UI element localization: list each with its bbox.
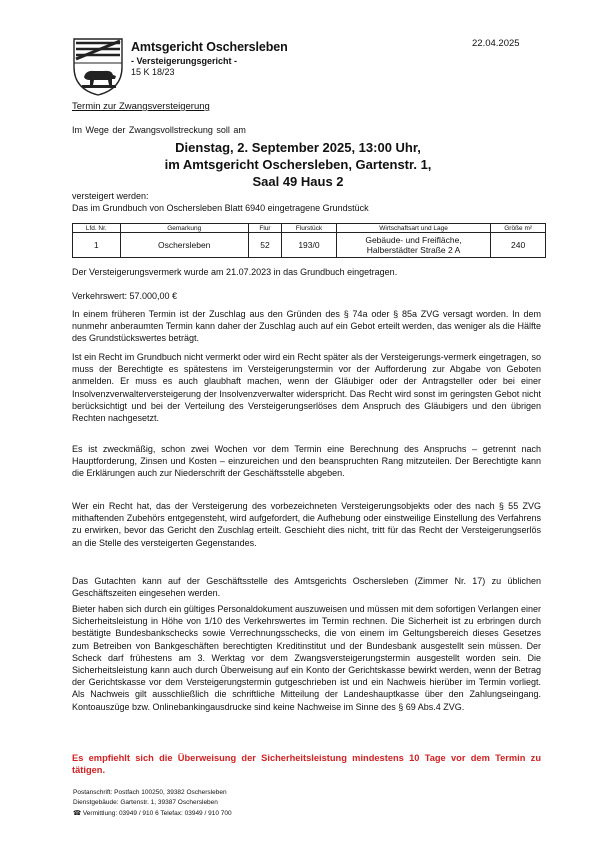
column-header: Flurstück [282, 224, 337, 233]
rechte-paragraph: Ist ein Recht im Grundbuch nicht vermerkt oder wird ein Recht später als der Versteigerungs-vermerk eingetragen, so muss der Berechtigte es spätestens im Versteigerungstermin vor der Aufforderung zur Abgabe von Geboten anmelden. Er muss es auch glaubhaft machen, wenn der Gläubiger oder der Antragsteller oder bei einer Insolvenzverwalterversteigerung der Insolvenzverwalter widerspricht. Das Recht wird sonst im geringsten Gebot nicht berücksichtigt und bei der Verteilung des Versteigerungserlöses dem Anspruch des Gläubigers und den übrigen Rechten nachgesetzt. [72, 352, 541, 424]
zuschlag-paragraph: In einem früheren Termin ist der Zuschlag aus den Gründen des § 74a oder § 85a ZVG versagt worden. In dem nunmehr anberaumten Termin kann daher der Zuschlag auch auf ein Gebot erteilt werden, das weniger als die Hälfte des Grundstückswertes beträgt. [72, 309, 541, 344]
warning-paragraph: Es empfiehlt sich die Überweisung der Sicherheitsleistung mindestens 10 Tage vor dem Termin zu tätigen. [72, 753, 541, 776]
table-cell-flurstueck: 193/0 [282, 233, 337, 258]
table-cell-flur: 52 [248, 233, 281, 258]
lage-line-2: Halberstädter Straße 2 A [366, 245, 461, 255]
intro-text: Im Wege der Zwangsvollstreckung soll am [72, 125, 246, 135]
property-table [72, 223, 546, 258]
court-subtitle: - Versteigerungsgericht - [131, 56, 238, 66]
berechnung-paragraph: Es ist zweckmäßig, schon zwei Wochen vor dem Termin eine Berechnung des Anspruchs – getrennt nach Hauptforderung, Zinsen und Kosten – einzureichen und den beanspruchten Rang mitzuteilen. Der Berechtigte kann die Erklärungen auch zur Niederschrift der Geschäftsstelle abgeben. [72, 444, 541, 479]
footer-dienstgebaeude: Dienstgebäude: Gartenstr. 1, 39387 Oschersleben [73, 799, 218, 806]
table-row [73, 233, 546, 258]
telephone-icon: ☎ [73, 810, 82, 817]
column-header: Gemarkung [120, 224, 248, 233]
coat-of-arms-icon [72, 37, 124, 97]
lage-line-1: Gebäude- und Freifläche, [365, 235, 462, 245]
table-header-row [73, 224, 546, 233]
footer-vermittlung-row [73, 809, 232, 817]
appointment-date: Dienstag, 2. September 2025, 13:00 Uhr, [175, 140, 421, 155]
gutachten-paragraph: Das Gutachten kann auf der Geschäftsstelle des Amtsgerichts Oschersleben (Zimmer Nr. 17) zu üblichen Geschäftszeiten eingesehen werden. [72, 576, 541, 599]
table-cell-groesse: 240 [491, 233, 546, 258]
table-cell-gemarkung: Oschersleben [120, 233, 248, 258]
verkehrswert-paragraph: Verkehrswert: 57.000,00 € [72, 291, 178, 301]
vermerk-paragraph: Der Versteigerungsvermerk wurde am 21.07.2023 in das Grundbuch eingetragen. [72, 267, 398, 277]
column-header: Wirtschaftsart und Lage [336, 224, 490, 233]
court-name: Amtsgericht Oschersleben [131, 40, 288, 54]
column-header: Flur [248, 224, 281, 233]
column-header: Größe m² [491, 224, 546, 233]
table-cell-nr: 1 [73, 233, 121, 258]
versteigert-text: versteigert werden: [72, 191, 149, 201]
grundbuch-text: Das im Grundbuch von Oschersleben Blatt 6940 eingetragene Grundstück [72, 203, 369, 213]
document-date: 22.04.2025 [472, 38, 520, 49]
table-cell-lage [336, 233, 490, 258]
sicherheitsleistung-paragraph: Bieter haben sich durch ein gültiges Personaldokument auszuweisen und müssen mit dem sofortigen Verlangen einer Sicherheitsleistung in Höhe von 1/10 des Verkehrswertes im Termin rechnen. Die Sicherheit ist zu erbringen durch bestätigte Bundesbankschecks sowie Verrechnungsschecks, die von einem im Geltungsbereich dieses Gesetzes zum Betreiben von Bankgeschäften berechtigten Kreditinstitut und der Bundesbank ausgestellt sein müssen. Der Scheck darf frühestens am 3. Werktag vor dem Zwangsversteigerungstermin ausgestellt worden sein. Die Sicherheitsleistung kann auch durch Überweisung auf ein Konto der Gerichtskasse bewirkt werden, wenn der Betrag der Gerichtskasse vor dem Versteigerungstermin gutgeschrieben ist und ein Nachweis hierüber im Termin vorliegt. Als Nachweis gilt ausschließlich die schriftliche Mitteilung der Landeshauptkasse über den Zahlungseingang. Kontoauszüge bzw. Onlinebankingausdrucke sind keine Nachweise im Sinne des § 69 Abs.4 ZVG. [72, 604, 541, 712]
document-heading: Termin zur Zwangsversteigerung [72, 101, 210, 112]
appointment-room: Saal 49 Haus 2 [252, 174, 344, 189]
footer-postanschrift: Postanschrift: Postfach 100250, 39382 Oschersleben [73, 789, 227, 796]
einstellung-paragraph: Wer ein Recht hat, das der Versteigerung des vorbezeichneten Versteigerungsobjekts oder des nach § 55 ZVG mithaftenden Zubehörs entgegensteht, wird aufgefordert, die Aufhebung oder einstweilige Einstellung des Verfahrens zu erwirken, bevor das Gericht den Zuschlag erteilt. Geschieht dies nicht, tritt für das Recht der Versteigerungserlös an die Stelle des versteigerten Gegenstandes. [72, 501, 541, 548]
appointment-location: im Amtsgericht Oschersleben, Gartenstr. 1, [164, 157, 432, 172]
column-header: Lfd. Nr. [73, 224, 121, 233]
case-number: 15 K 18/23 [131, 67, 175, 77]
footer-vermittlung: Vermittlung: 03949 / 910 6 Telefax: 03949 / 910 700 [82, 810, 232, 817]
